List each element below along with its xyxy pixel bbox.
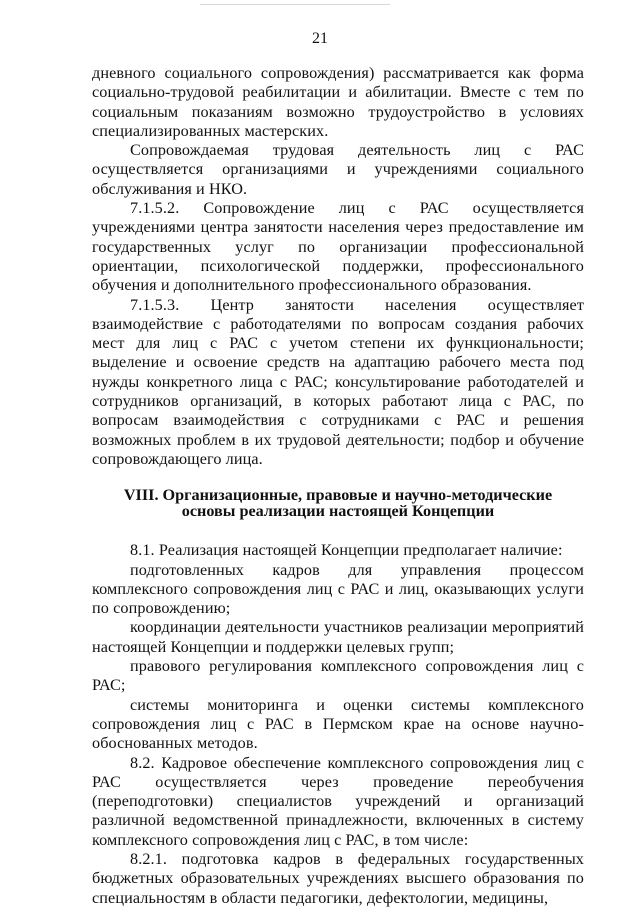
list-item-trained-staff: подготовленных кадров для управления процессом комплексного сопровождения лиц с РАС и лиц, оказывающих услуги по сопровождению; — [92, 560, 584, 618]
paragraph-supported-employment: Сопровождаемая трудовая деятельность лиц с РАС осуществляется организациями и учреждениями социального обслуживания и НКО. — [92, 141, 584, 198]
section-heading-viii — [92, 487, 584, 519]
section-heading-line-2: основы реализации настоящей Концепции — [181, 502, 495, 521]
paragraph-8-2-1: 8.2.1. подготовка кадров в федеральных государственных бюджетных образовательных учреждениях высшего образования по специальностям в области педагогики, дефектологии, медицины, — [92, 849, 584, 907]
section-heading-line-1: VIII. Организационные, правовые и научно-методические — [123, 486, 553, 505]
list-item-monitoring: системы мониторинга и оценки системы комплексного сопровождения лиц с РАС в Пермском крае на основе научно-обоснованных методов. — [92, 695, 584, 753]
paragraph-7-1-5-3: 7.1.5.3. Центр занятости населения осуществляет взаимодействие с работодателями по вопросам создания рабочих мест для лиц с РАС с учетом степени их функциональности; выделение и освоение средств на адаптацию рабочего места под нужды конкретного лица с РАС; консультирование работодателей и сотрудников организаций, в которых работают лица с РАС, по вопросам взаимодействия с сотрудниками с РАС и решения возможных проблем в их трудовой деятельности; подбор и обучение сопровождающего лица. — [92, 295, 584, 468]
list-item-coordination: координации деятельности участников реализации мероприятий настоящей Концепции и поддержки целевых групп; — [92, 618, 584, 656]
paragraph-7-1-5-2: 7.1.5.2. Сопровождение лиц с РАС осуществляется учреждениями центра занятости населения через предоставление им государственных услуг по организации профессиональной ориентации, психологической поддержки, профессионального обучения и дополнительного профессионального образования. — [92, 199, 584, 295]
list-item-legal-regulation: правового регулирования комплексного сопровождения лиц с РАС; — [92, 657, 584, 695]
paragraph-8-1: 8.1. Реализация настоящей Концепции предполагает наличие: — [130, 541, 563, 560]
paragraph-8-2: 8.2. Кадровое обеспечение комплексного сопровождения лиц с РАС осуществляется через проведение переобучения (переподготовки) специалистов учреждений и организаций различной ведомственной принадлежности, включенных в систему комплексного сопровождения лиц с РАС, в том числе: — [92, 753, 584, 849]
document-body — [92, 64, 584, 908]
scan-artifact-line — [200, 4, 390, 5]
paragraph-continuation: дневного социального сопровождения) рассматривается как форма социально-трудовой реабилитации и абилитации. Вместе с тем по социальным показаниям возможно трудоустройство в условиях специализированных мастерских. — [92, 64, 584, 140]
page-number: 21 — [312, 30, 328, 47]
